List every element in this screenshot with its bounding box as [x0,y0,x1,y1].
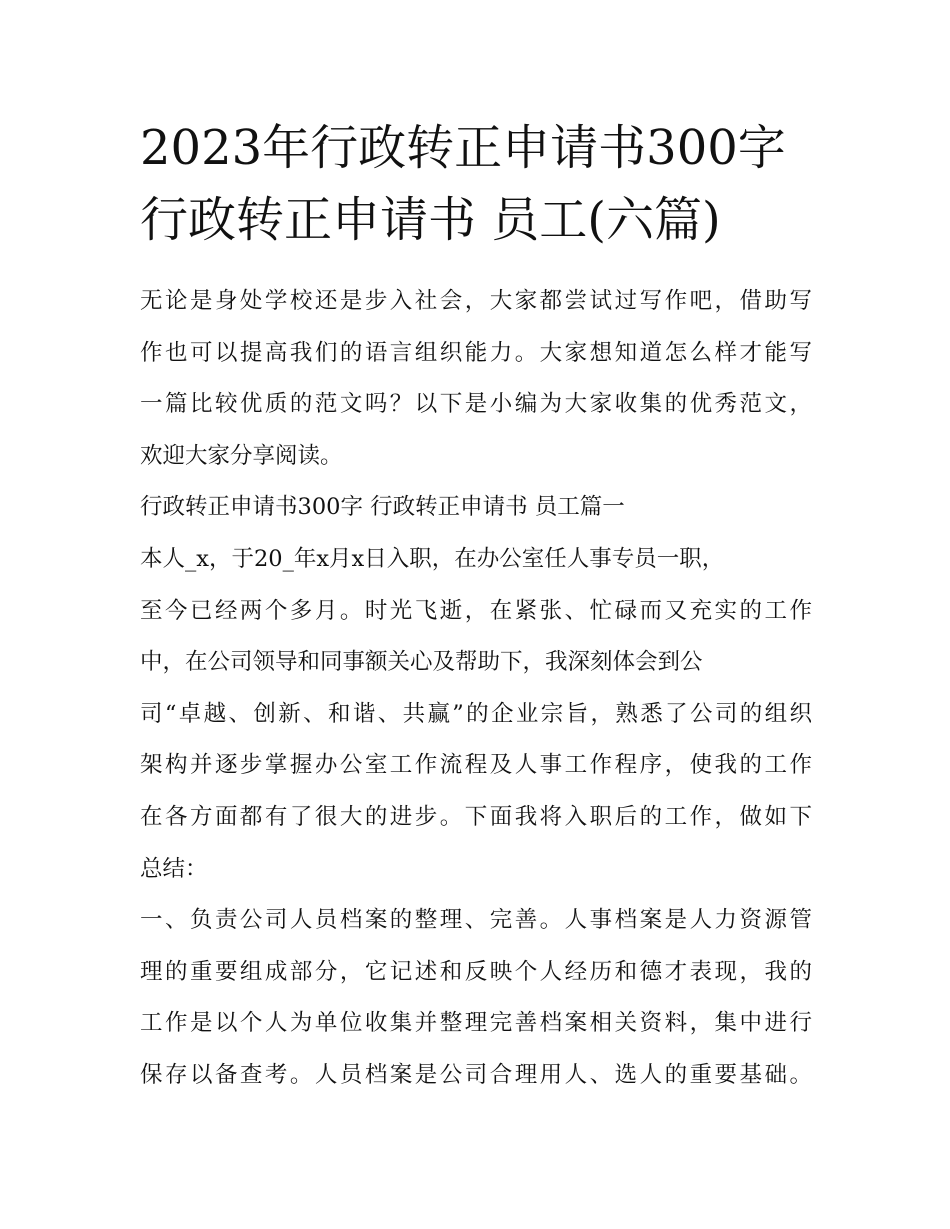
text-line: 至今已经两个多月。时光飞逝，在紧张、忙碌而又充实的工作 [140,597,812,624]
text-line: 作也可以提高我们的语言组织能力。大家想知道怎么样才能写 [140,339,812,366]
text-line: 中，在公司领导和同事额关心及帮助下，我深刻体会到公 [140,649,703,676]
text-line: 架构并逐步掌握办公室工作流程及人事工作程序，使我的工作 [140,752,812,779]
text-line: 保存以备查考。人员档案是公司合理用人、选人的重要基础。 [140,1061,812,1088]
title-line-2: 行政转正申请书 员工(六篇) [140,192,721,248]
text-line: 理的重要组成部分，它记述和反映个人经历和德才表现，我的 [140,958,812,985]
text-line: 本人_x，于20_年x月x日入职，在办公室任人事专员一职， [140,545,725,572]
text-line: 无论是身处学校还是步入社会，大家都尝试过写作吧，借助写 [140,288,812,314]
text-line: 一篇比较优质的范文吗？以下是小编为大家收集的优秀范文， [140,391,812,418]
text-line: 工作是以个人为单位收集并整理完善档案相关资料，集中进行 [140,1010,812,1037]
text-line: 在各方面都有了很大的进步。下面我将入职后的工作，做如下 [140,803,812,830]
text-line: 欢迎大家分享阅读。 [140,442,343,469]
text-line: 一、负责公司人员档案的整理、完善。人事档案是人力资源管 [140,907,812,934]
text-line: 司“卓越、创新、和谐、共赢”的企业宗旨，熟悉了公司的组织 [140,700,812,727]
section-heading: 行政转正申请书300字 行政转正申请书 员工篇一 [140,494,625,521]
text-line: 总结： [140,855,208,882]
document-title [140,112,820,256]
document-body [140,280,812,1106]
title-line-1: 2023年行政转正申请书300字 [140,120,786,176]
